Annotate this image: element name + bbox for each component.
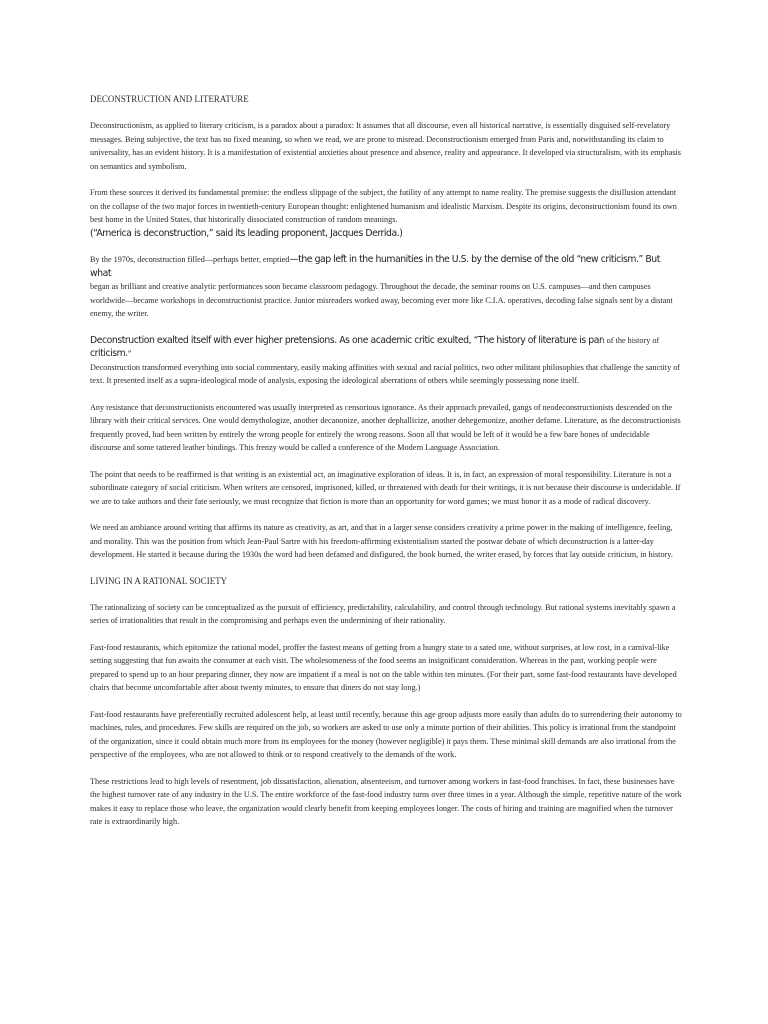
paragraph: The point that needs to be reaffirmed is that writing is an existential act, an imaginative exploration of ideas. It is, in fact, an expression of moral responsibility. Literature is not a subordinate category of social criticism. When writers are censored, imprisoned, killed, or threatened with death for their writings, it is not because their discourse is undecidable. If we are to take authors and their fate seriously, we must recognize that fiction is more than an opportunity for word games; we must honor it as a mode of radical discovery. — [90, 469, 681, 506]
document-body — [90, 93, 682, 842]
paragraph-text: Deconstruction transformed everything into social commentary, easily making affinities with sexual and racial politics, two other militant philosophies that challenge the sanctity of text. It presented itself as a supra-ideological mode of analysis, exposing the ideological aberrations of others while seemingly possessing none itself. — [90, 362, 681, 385]
paragraph: Fast-food restaurants have preferentially recruited adolescent help, at least until recently, because this age group adjusts more easily than adults do to surrendering their autonomy to machines, rules, and procedures. Few skills are required on the job, so workers are asked to use only a minute portion of their abilities. This policy is irrational from the standpoint of the organization, since it could obtain much more from its employees for the money (however negligible) it pays them. These minimal skill demands are also irrational from the perspective of the employees, who are not allowed to think or to respond creatively to the demands of the work. — [90, 709, 682, 759]
paragraph: Any resistance that deconstructionists encountered was usually interpreted as censorious ignorance. As their approach prevailed, gangs of neodeconstructionists descended on the library with their critical services. One would demythologize, another decanonize, another dephallicize, another dehegemonize, another defame. Literature, as the deconstructionists frequently proved, had been written by entirely the wrong people for entirely the wrong reasons. Soon all that would be left of it would be a few bare bones of undecidable discourse and some tattered leather bindings. This frenzy would be called a conference of the Modern Language Association. — [90, 402, 681, 452]
section-heading-rational-society: LIVING IN A RATIONAL SOCIETY — [90, 575, 228, 586]
paragraph — [90, 334, 682, 388]
paragraph-text: From these sources it derived its fundamental premise: the endless slippage of the subject, the futility of any attempt to name reality. The premise suggests the disillusion attendant on the collapse of the two major forces in twentieth-century European thought: enlightened humanism and idealistic Marxism. Despite its origins, deconstructionism found its own best home in the United States, that historically dissociated construction of random meanings. — [90, 188, 677, 224]
section-heading-deconstruction: DECONSTRUCTION AND LITERATURE — [90, 94, 249, 104]
paragraph-text: began as brilliant and creative analytic performances soon became classroom pedagogy. Throughout the decade, the seminar rooms on U.S. campuses—and then campuses worldwide—became workshops in deconstructionist practice. Junior misreaders worked away, becoming ever more like C.I.A. operatives, decoding false signals sent by a distant enemy, the writer. — [90, 282, 673, 318]
paragraph: We need an ambiance around writing that affirms its nature as creativity, as art, and that in a larger sense considers creativity a prime power in the making of intelligence, feeling, and morality. This was the position from which Jean-Paul Sartre with his freedom-affirming existentialism started the postwar debate of which deconstruction is a latter-day development. He started it because during the 1930s the word had been defamed and disfigured, the book burned, the writer erased, by forces that lay outside criticism, in history. — [90, 523, 673, 559]
paragraph: These restrictions lead to high levels of resentment, job dissatisfaction, alienation, absenteeism, and turnover among workers in fast-food franchises. In fact, these businesses have the highest turnover rate of any industry in the U.S. The entire workforce of the fast-food industry turns over three times in a year. Although the simple, repetitive nature of the work makes it easy to replace those who leave, the organization would clearly benefit from keeping employees longer. The costs of hiring and training are magnified when the turnover rate is extraordinarily high. — [90, 776, 682, 826]
paragraph-text: ” — [127, 349, 132, 358]
paragraph-text: t of the history of — [602, 335, 660, 345]
paragraph: The rationalizing of society can be conceptualized as the pursuit of efficiency, predictability, calculability, and control through technology. But rational systems inevitably spawn a series of irrationalities that result in the compromising and perhaps even the undermining of their rationality. — [90, 602, 676, 625]
paragraph — [90, 253, 682, 321]
paragraph: Fast-food restaurants, which epitomize the rational model, proffer the fastest means of getting from a hungry state to a sated one, without surprises, at low cost, in a carnival-like setting suggesting that fun awaits the consumer at each visit. The wholesomeness of the food seems an insignificant consideration. Whereas in the past, working people were prepared to spend up to an hour preparing dinner, they now are impatient if a meal is not on the table within ten minutes. (For their part, some fast-food restaurants have developed chairs that become uncomfortable after about twenty minutes, to ensure that diners do not stay long.) — [90, 642, 677, 692]
condensed-text: Deconstruction exalted itself with ever higher pretensions. As one academic critic exulted, “The history of literature is par — [90, 334, 603, 346]
paragraph: Deconstructionism, as applied to literary criticism, is a paradox about a paradox: It assumes that all discourse, even all historical narrative, is essentially disguised self-revelatory messages. Being subjective, the text has no fixed meaning, so when we read, we are prone to misread. Deconstructionism emerged from Paris and, notwithstanding its claim to universality, has an evident history. It is a manifestation of existential anxieties about presence and absence, reality and appearance. It developed via structuralism, with its emphasis on semantics and symbolism. — [90, 121, 681, 171]
paragraph-text: By the 1970s, deconstruction filled—perhaps better, emptied — [90, 255, 290, 264]
derrida-quote: (“America is deconstruction,” said its leading proponent, Jacques Derrida.) — [90, 227, 403, 239]
condensed-text: —the gap left in the humanities in the U.S. by the demise of the old “new criticism.” But what — [90, 254, 660, 279]
paragraph — [90, 186, 682, 240]
condensed-text: criticism. — [90, 348, 128, 359]
